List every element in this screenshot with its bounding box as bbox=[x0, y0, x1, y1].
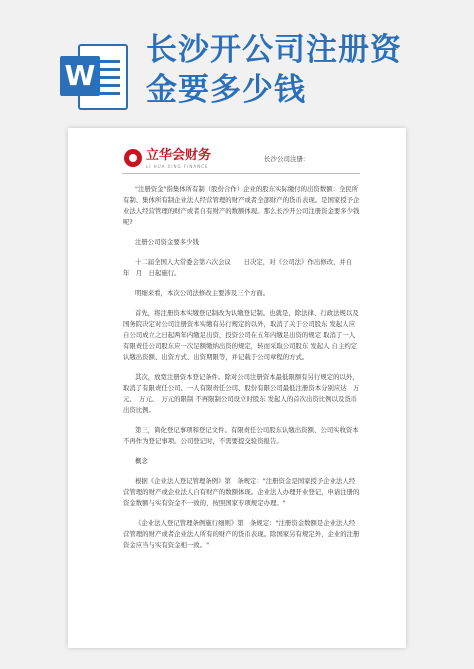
paragraph: 根据《企业法人登记管理条例》第 条规定："注册资金是国家授予企业法人经营管理的财产或企业法人自有财产的数额体现。企业法人办理开业登记，申请注册的资金数额与实有资金不一致的，按照国家专项规定办理。" bbox=[123, 477, 360, 507]
company-logo bbox=[124, 148, 244, 172]
paragraph: 注册公司资金要多少钱 bbox=[135, 238, 199, 246]
header-divider bbox=[122, 173, 360, 174]
logo-subtitle: LI HUA XING FINANCE bbox=[146, 164, 209, 169]
document-header-label: 长沙公司注册: bbox=[264, 155, 306, 163]
paragraph: 十二届全国人大常委会第六次会议 日决定，对《公司法》作出修改，并自 年 月 日起施行。 bbox=[123, 258, 366, 277]
logo-seal-icon bbox=[124, 149, 142, 167]
document-page bbox=[68, 128, 406, 648]
paragraph: 明细来看，本次公司法修改主要涉及三个方面。 bbox=[135, 289, 270, 297]
page-title-line-2: 金要多少钱 bbox=[146, 72, 306, 108]
page-title-line-1: 长沙开公司注册资 bbox=[146, 32, 402, 68]
paragraph: "注册资金"指集体所有制（股份合作）企业的股东实际缴付的出资数额：全民所有制、集体所有制企业法人经营管理的财产或者全部财产的货币表现。是国家授予企业法人经营管理的财产或者自有财产的数额体现。那么长沙开公司注册资金要多少钱呢? bbox=[123, 185, 360, 226]
paragraph: 首先，将注册资本实缴登记制改为认缴登记制。也就是，除法律、行政法规以及国务院决定对公司注册资本实缴有另行规定的以外，取消了关于公司股东 发起人应自公司成立之日起两年内缴足出资，投资公司在五年内缴足出资的规定 取消了一人有限责任公司股东应一次足额缴纳出资的规定，转而采取公司股东 发起人 自主约定认缴出资额、出资方式、出资期限等，并记载于公司章程的方式。 bbox=[123, 309, 359, 361]
word-document-icon bbox=[60, 38, 126, 112]
paragraph: 其次，放宽注册资本登记条件。除对公司注册资本最低限额有另行规定的以外，取消了有限责任公司、一人有限责任公司、股份有限公司最低注册资本分别应达 万元、 万元、 万元的限制 不再限制公司设立时股东 发起人的首次出资比例以及货币出资比例。 bbox=[123, 373, 360, 414]
paragraph: 《企业法人登记管理条例施行细则》第 条规定："注册资金数额是企业法人经营管理的财产或者企业法人所有的财产的货币表现。除国家另有规定外，企业的注册资金应当与实有资金相一致。" bbox=[123, 519, 360, 549]
paragraph: 第三，简化登记事项和登记文件。有限责任公司股东认缴出资额、公司实收资本不再作为登记事项。公司登记时，不需要提交验资报告。 bbox=[123, 426, 359, 445]
document-body bbox=[123, 184, 366, 560]
page-title bbox=[146, 30, 446, 110]
logo-name: 立华会财务 bbox=[146, 148, 212, 163]
paragraph: 概念 bbox=[135, 457, 148, 465]
word-badge: W bbox=[60, 56, 100, 96]
